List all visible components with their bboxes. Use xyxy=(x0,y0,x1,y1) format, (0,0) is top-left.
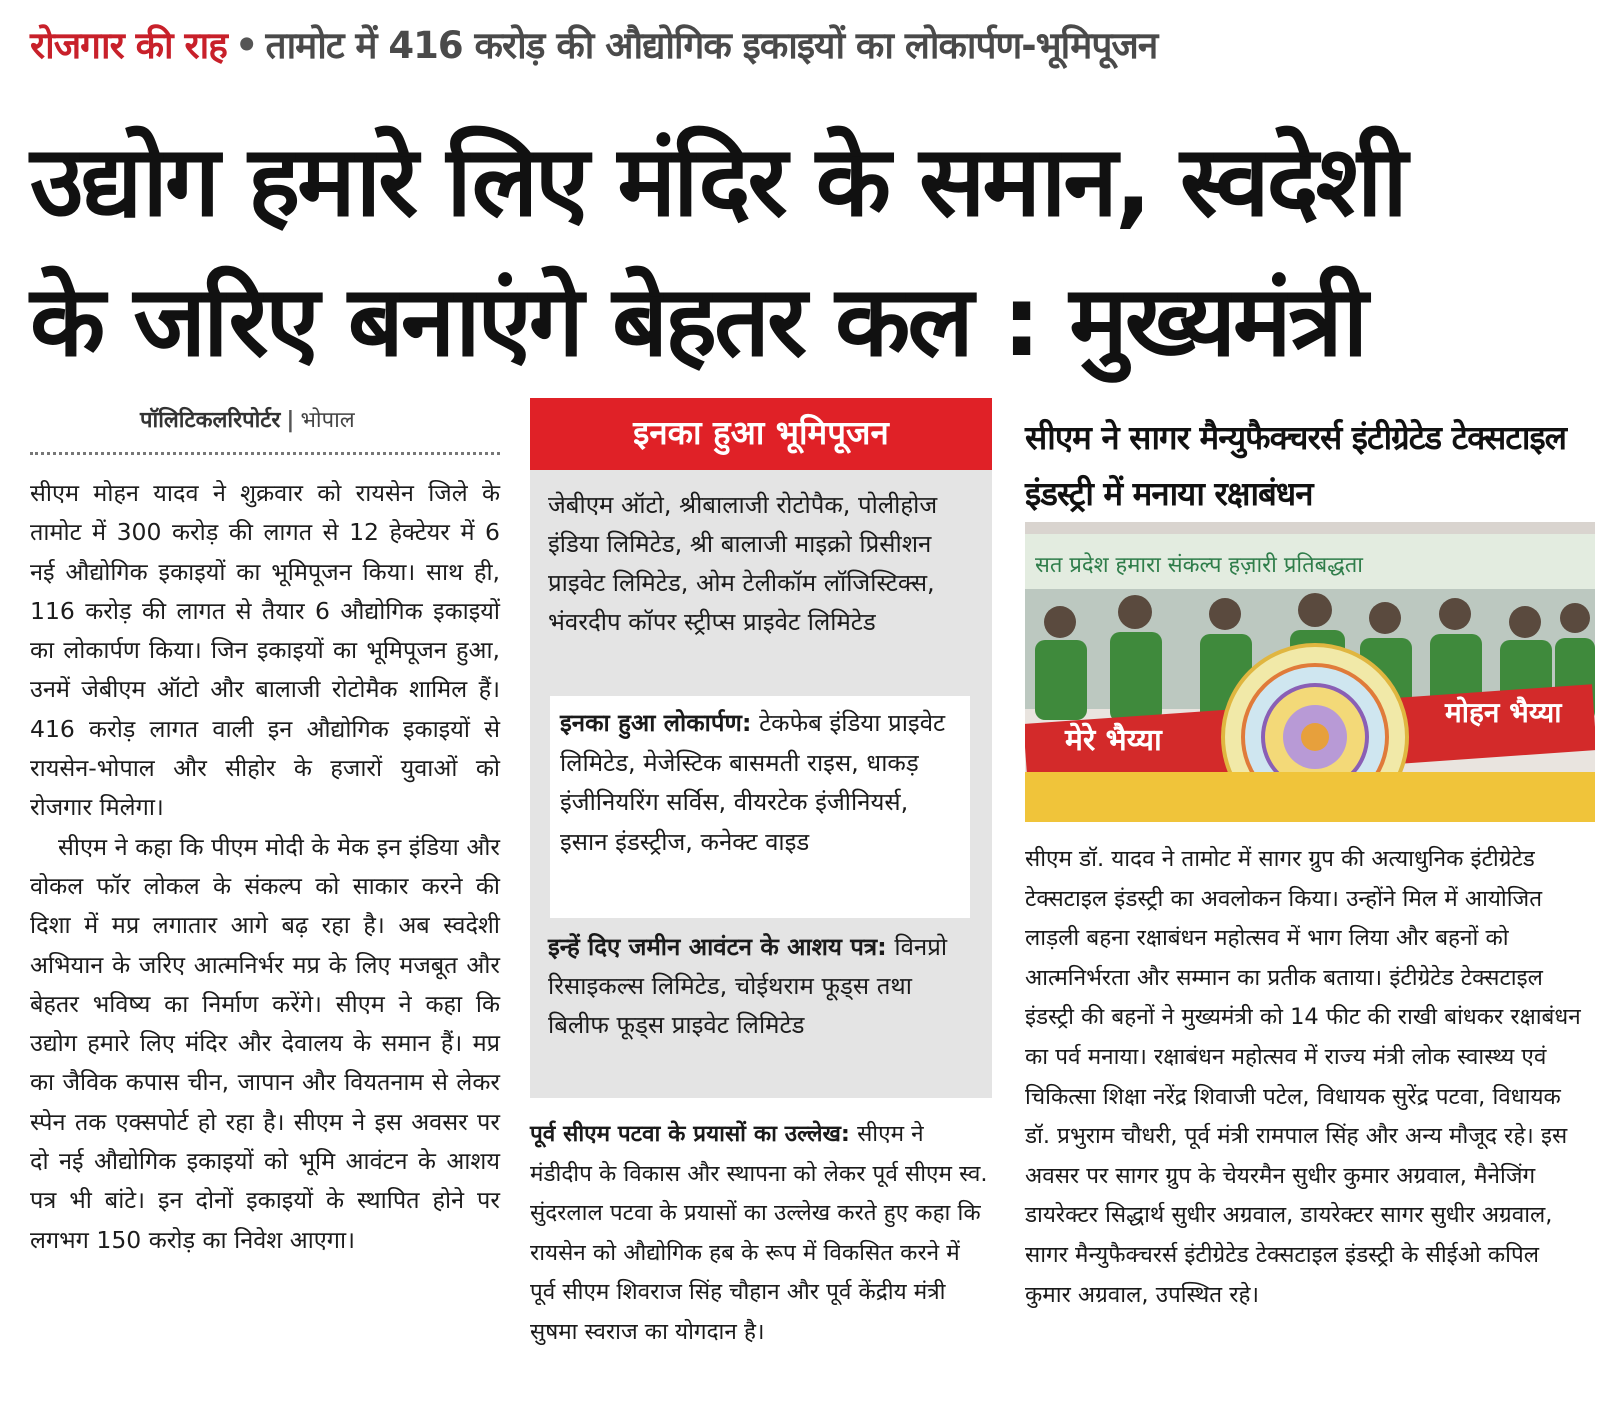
headline xyxy=(30,112,1580,392)
lokarpan-inset xyxy=(550,696,970,918)
left-column xyxy=(30,474,500,1260)
event-photo xyxy=(1025,522,1595,822)
allotment-block xyxy=(548,928,976,1045)
right-column-heading: सीएम ने सागर मैन्युफैक्चरर्स इंटीग्रेटेड टेक्सटाइल इंडस्ट्री में मनाया रक्षाबंधन xyxy=(1025,418,1567,513)
bhoomipujan-list: जेबीएम ऑटो, श्रीबालाजी रोटोपैक, पोलीहोज इंडिया लिमिटेड, श्री बालाजी माइक्रो प्रिसीशन प्राइवेट लिमिटेड, ओम टेलीकॉम लॉजिस्टिक्स, भंवरदीप कॉपर स्ट्रीप्स प्राइवेट लिमिटेड xyxy=(548,491,938,636)
photo-banner-top: सत प्रदेश हमारा संकल्प हज़ारी प्रतिबद्धता xyxy=(1035,553,1364,578)
section-tag: रोजगार की राह xyxy=(30,24,227,67)
byline-separator: | xyxy=(286,408,295,433)
byline xyxy=(140,404,355,434)
lokarpan-list: टेकफेब इंडिया प्राइवेट लिमिटेड, मेजेस्टिक बासमती राइस, धाकड़ इंजीनियरिंग सर्विस, वीयरटेक इंजीनियर्स, इसान इंडस्ट्रीज, कनेक्ट वाइड xyxy=(560,709,946,856)
kicker-line xyxy=(30,18,1580,69)
byline-reporter: पॉलिटिकलरिपोर्टर xyxy=(140,408,281,433)
allotment-list: विनप्रो रिसाइकल्स लिमिटेड, चोईथराम फूड्स तथा बिलीफ फूड्स प्राइवेट लिमिटेड xyxy=(548,933,948,1039)
left-paragraph-2: सीएम ने कहा कि पीएम मोदी के मेक इन इंडिया और वोकल फॉर लोकल के संकल्प को साकार करने की दिशा में मप्र लगातार आगे बढ़ रहा है। अब स्वदेशी अभियान के जरिए आत्मनिर्भर मप्र के लिए मजबूत और बेहतर भविष्य का निर्माण करेंगे। सीएम ने कहा कि उद्योग हमारे लिए मंदिर और देवालय के समान हैं। मप्र का जैविक कपास चीन, जापान और वियतनाम से लेकर स्पेन तक एक्सपोर्ट हो रहा है। सीएम ने इस अवसर पर दो नई औद्योगिक इकाइयों को भूमि आवंटन के आशय पत्र भी बांटे। इन दोनों इकाइयों के स्थापित होने पर लगभग 150 करोड़ का निवेश आएगा। xyxy=(30,832,500,1254)
photo-label-left: मेरे भैय्या xyxy=(1065,723,1162,758)
lokarpan-label: इनका हुआ लोकार्पण: xyxy=(560,709,752,737)
headline-line-2: के जरिए बनाएंगे बेहतर कल : मुख्यमंत्री xyxy=(30,265,1366,379)
event-photo-illustration xyxy=(1025,522,1595,822)
patwa-text: सीएम ने मंडीदीप के विकास और स्थापना को लेकर पूर्व सीएम स्व. सुंदरलाल पटवा के प्रयासों का उल्लेख करते हुए कहा कि रायसेन को औद्योगिक हब के रूप में विकसित करने में पूर्व सीएम शिवराज सिंह चौहान और पूर्व केंद्रीय मंत्री सुषमा स्वराज का योगदान है। xyxy=(530,1121,988,1345)
sub-headline: तामोट में 416 करोड़ की औद्योगिक इकाइयों का लोकार्पण-भूमिपूजन xyxy=(265,24,1158,67)
sidebar-box-title: इनका हुआ भूमिपूजन xyxy=(530,398,992,470)
patwa-label: पूर्व सीएम पटवा के प्रयासों का उल्लेख: xyxy=(530,1121,850,1147)
left-paragraph-1: सीएम मोहन यादव ने शुक्रवार को रायसेन जिले के तामोट में 300 करोड़ की लागत से 12 हेक्टेयर में 6 नई औद्योगिक इकाइयों का भूमिपूजन किया। साथ ही, 116 करोड़ की लागत से तैयार 6 औद्योगिक इकाइयों का लोकार्पण किया। जिन इकाइयों का भूमिपूजन हुआ, उनमें जेबीएम ऑटो और बालाजी रोटोमैक शामिल हैं। 416 करोड़ लागत वाली इन औद्योगिक इकाइयों से रायसेन-भोपाल और सीहोर के हजारों युवाओं को रोजगार मिलेगा। xyxy=(30,479,500,822)
dotted-divider xyxy=(30,452,500,455)
photo-label-right: मोहन भैय्या xyxy=(1445,696,1562,729)
bullet: • xyxy=(234,24,258,67)
byline-city: भोपाल xyxy=(300,408,355,433)
right-column-body: सीएम डॉ. यादव ने तामोट में सागर ग्रुप की अत्याधुनिक इंटीग्रेटेड टेक्सटाइल इंडस्ट्री का अवलोकन किया। उन्होंने मिल में आयोजित लाड़ली बहना रक्षाबंधन महोत्सव में भाग लिया और बहनों को आत्मनिर्भरता और सम्मान का प्रतीक बताया। इंटीग्रेटेड टेक्सटाइल इंडस्ट्री की बहनों ने मुख्यमंत्री को 14 फीट की राखी बांधकर रक्षाबंधन का पर्व मनाया। रक्षाबंधन महोत्सव में राज्य मंत्री लोक स्वास्थ्य एवं चिकित्सा शिक्षा नरेंद्र शिवाजी पटेल, विधायक सुरेंद्र पटवा, विधायक डॉ. प्रभुराम चौधरी, पूर्व मंत्री रामपाल सिंह और अन्य मौजूद रहे। इस अवसर पर सागर ग्रुप के चेयरमैन सुधीर कुमार अग्रवाल, मैनेजिंग डायरेक्टर सिद्धार्थ सुधीर अग्रवाल, डायरेक्टर सागर सुधीर अग्रवाल, सागर मैन्युफैक्चरर्स इंटीग्रेटेड टेक्सटाइल इंडस्ट्री के सीईओ कपिल कुमार अग्रवाल, उपस्थित रहे। xyxy=(1025,846,1581,1308)
sidebar-box xyxy=(530,398,992,1098)
headline-line-1: उद्योग हमारे लिए मंदिर के समान, स्वदेशी xyxy=(30,125,1405,239)
allotment-label: इन्हें दिए जमीन आवंटन के आशय पत्र: xyxy=(548,933,887,961)
patwa-mention xyxy=(530,1115,992,1352)
